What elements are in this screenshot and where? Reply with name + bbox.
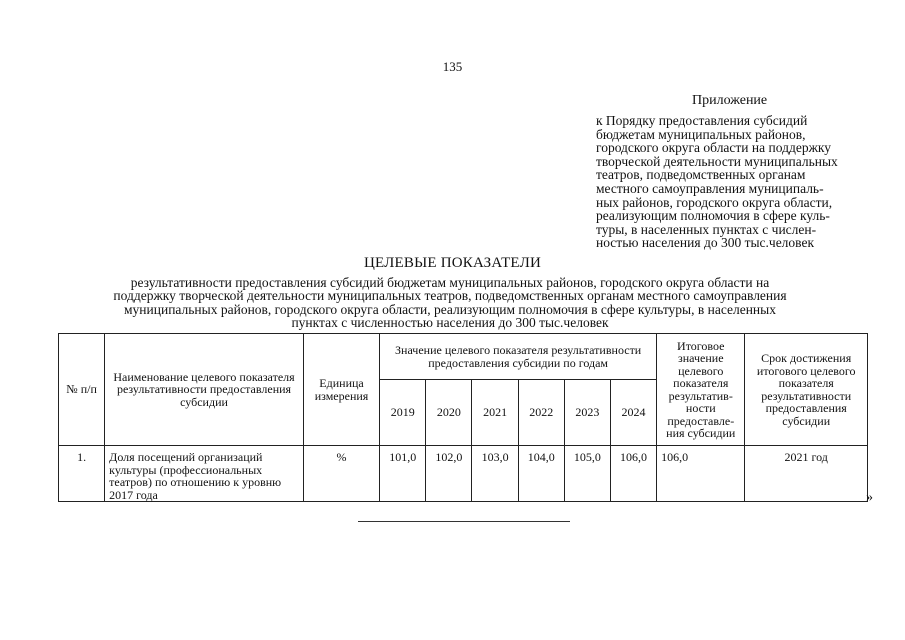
row-value-2019: 101,0 bbox=[380, 446, 426, 502]
appendix-line: творческой деятельности муниципальных bbox=[596, 153, 838, 169]
row-value-2021: 103,0 bbox=[472, 446, 518, 502]
header-final-value: Итоговое значение целевого показателя результатив-ности предоставле-ния субсидии bbox=[657, 334, 745, 446]
appendix-line: реализующим полномочия в сфере куль- bbox=[596, 208, 830, 224]
divider bbox=[358, 521, 570, 522]
header-row bbox=[59, 334, 868, 380]
row-value-2022: 104,0 bbox=[518, 446, 564, 502]
closing-quote: » bbox=[866, 490, 873, 505]
appendix-title: Приложение bbox=[692, 93, 768, 108]
header-year: 2020 bbox=[426, 380, 472, 446]
appendix-line: туры, в населенных пунктах с числен- bbox=[596, 221, 817, 237]
appendix-line: театров, подведомственных органам bbox=[596, 167, 806, 183]
header-year: 2022 bbox=[518, 380, 564, 446]
row-value-2020: 102,0 bbox=[426, 446, 472, 502]
row-indicator-name: Доля посещений организаций культуры (профессиональных театров) по отношению к уровню 2017 года bbox=[105, 446, 304, 502]
header-deadline: Срок достижения итогового целевого показателя результативности предоставления субсидии bbox=[745, 334, 868, 446]
header-unit: Единица измерения bbox=[303, 334, 379, 446]
header-year: 2023 bbox=[564, 380, 610, 446]
document-heading: ЦЕЛЕВЫЕ ПОКАЗАТЕЛИ bbox=[363, 255, 542, 271]
appendix-line: к Порядку предоставления субсидий bbox=[596, 113, 808, 128]
document-subheading bbox=[60, 276, 840, 329]
header-indicator-name: Наименование целевого показателя результативности предоставления субсидии bbox=[105, 334, 304, 446]
row-number: 1. bbox=[59, 446, 105, 502]
header-year: 2021 bbox=[472, 380, 518, 446]
indicators-table bbox=[58, 333, 868, 502]
subheading-line: пунктах с численностью населения до 300 тыс.человек bbox=[291, 314, 609, 330]
subheading-line: муниципальных районов, городского округа области, реализующим полномочия в сфере культуры, в населенных bbox=[124, 301, 776, 317]
appendix-line: ных районов, городского округа области, bbox=[596, 194, 833, 210]
appendix-reference bbox=[596, 114, 881, 250]
row-deadline: 2021 год bbox=[745, 446, 868, 502]
header-year: 2024 bbox=[610, 380, 656, 446]
row-unit: % bbox=[303, 446, 379, 502]
row-value-2023: 105,0 bbox=[564, 446, 610, 502]
header-values-by-year: Значение целевого показателя результативности предоставления субсидии по годам bbox=[380, 334, 657, 380]
row-final-value: 106,0 bbox=[657, 446, 745, 502]
appendix-line: ностью населения до 300 тыс.человек bbox=[596, 235, 815, 251]
appendix-line: городского округа области на поддержку bbox=[596, 140, 832, 156]
row-value-2024: 106,0 bbox=[610, 446, 656, 502]
appendix-line: бюджетам муниципальных районов, bbox=[596, 126, 806, 142]
table-row bbox=[59, 446, 868, 502]
header-number: № п/п bbox=[59, 334, 105, 446]
subheading-line: результативности предоставления субсидий бюджетам муниципальных районов, городского округа области на bbox=[130, 275, 770, 290]
subheading-line: поддержку творческой деятельности муниципальных театров, подведомственных органам местного самоуправления bbox=[113, 288, 787, 304]
page-number: 135 bbox=[442, 59, 463, 74]
header-year: 2019 bbox=[380, 380, 426, 446]
appendix-line: местного самоуправления муниципаль- bbox=[596, 180, 824, 196]
